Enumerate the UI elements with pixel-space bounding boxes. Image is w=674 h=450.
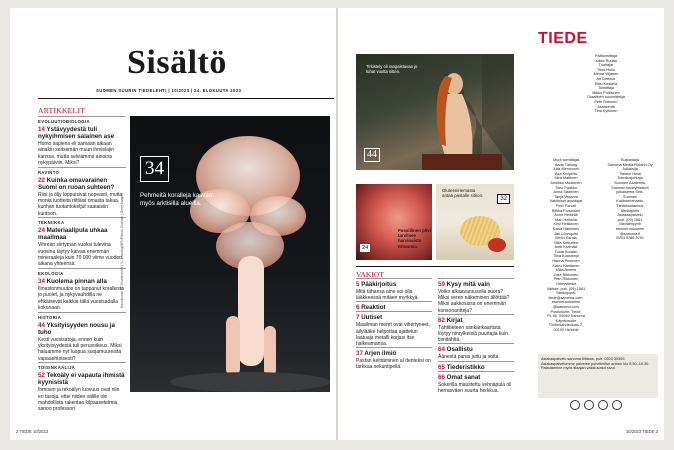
staff-line: Anna Saarinen: [553, 190, 579, 195]
staff-line: Sähköposti:: [556, 291, 576, 296]
staff-line: Asiakaspalvelu: [617, 213, 643, 218]
staff-line: Töölönlahdenkatu 2,: [548, 323, 584, 328]
item-headline: Tiederistikko: [446, 363, 485, 371]
staff-line: Mari Heikkilä: [555, 217, 577, 222]
photo-page-number: 32: [497, 194, 510, 204]
item-teaser: Tähtitieteen sankarikaartista löytyy ninrylkeisiä puurtajia kuin tiimitähtiä.: [438, 324, 509, 344]
article-category: EVOLUUTIOBIOLOGIA: [38, 116, 126, 124]
item-page-number: 6: [356, 304, 360, 312]
article-category: TOISINKÄÄLIJÄ: [38, 362, 126, 370]
article-page-number: 24: [38, 227, 45, 235]
staff-line: Päätoimittaja: [595, 54, 617, 58]
customer-service-box: Asiakaspalvelu sanoma.fi/tilaus, puh. 0303 30300. Asiakaspalvelumme palvelee puhelimitse arkisin klo 8.30–16.30. Palautamme myös tilaajan valokuvatut sivut.: [538, 354, 658, 398]
item-page-number: 7: [356, 314, 360, 322]
staff-line: Tina Kyllönen: [594, 109, 618, 114]
issue-line: SUOMEN SUURIN TIEDELEHTI | 10/2023 | 24. ELOKUUTA 2023: [96, 88, 242, 93]
staff-line: 00100 Helsinki: [553, 327, 579, 332]
article-headline: Tekoäly ei vapauta ihmistä kyynisistä: [38, 372, 125, 387]
staff-line: Julia Mennonen: [552, 167, 580, 172]
article-teaser: Homo sapiens eli samaan aikaan ainakin seitsemän muun ihmislajin kanssa, mutta selviämme ainoina nykypäiviin. Miksi?: [38, 141, 114, 167]
staff-line: Mikko Pulkkinen: [592, 90, 620, 95]
item-teaser: Maailman meret ovat vihertyneet, äilylääke helpottaa ajattelun laatuaja metalli korjasi itse halkeamansa.: [356, 322, 430, 348]
staff-line: Tiedekustannus: [616, 203, 644, 208]
item-teaser: Mitä tahansa aine voi olla lääkkeessä mitäen myrkkyä.: [356, 289, 419, 302]
item-headline: Uutiset: [361, 314, 383, 322]
staff-line: Toimitusjohtaja: [617, 176, 643, 181]
staff-line: Petri Rotonen: [594, 99, 618, 104]
staff-line: etunimi.sukunimi: [615, 226, 645, 231]
article-item[interactable]: [38, 362, 126, 413]
item-page-number: 5: [356, 281, 360, 288]
article-category: RAVINTO: [38, 167, 126, 175]
item-page-number: 65: [438, 363, 445, 371]
article-category: TEKNIIKKA: [38, 217, 126, 225]
article-category: EKOLOGIA: [38, 268, 126, 276]
staff-line: Hanna Pesonen: [552, 259, 580, 264]
staff-line: @sanoma.com: [553, 305, 579, 309]
item-headline: Kysy mitä vain: [446, 281, 490, 288]
staff-line: Graafinen suunnittelija: [587, 95, 625, 100]
article-teaser: Ihmisen ja tekoälyn luovuus ovat niin eri tasoja, ettei niiden välille ole mahdollista rakentaa kilpaasetelmia, sanoo professori.: [38, 387, 120, 413]
staff-line: Aada Tähling: [554, 162, 578, 167]
staff-list-top: [558, 54, 654, 114]
staff-line: Julkaisija: [622, 167, 638, 172]
article-item[interactable]: [38, 167, 126, 218]
staff-line: Suomen Akatemia,: [614, 180, 646, 185]
item-headline: Osallistu: [446, 346, 473, 354]
staff-line: Petri Forsell: [555, 203, 577, 208]
item-headline: Pääkirjoitus: [361, 281, 397, 288]
page-footer: 10/2023 TIEDE 3: [625, 429, 658, 434]
article-headline: Kuinka omavarainen Suomi on ruoan suhteen?: [38, 176, 115, 191]
article-page-number: 44: [38, 321, 45, 329]
vakiot-item[interactable]: [438, 361, 514, 371]
item-teaser: Voiko alkaavaruusolla suora? Miksi veren näkeminen ällöttää? Miksi aakkosissa on enemmän konsonantteja?: [438, 289, 510, 314]
item-headline: Kirjat: [446, 316, 463, 324]
staff-line: Sanoma Media Finland Oy: [607, 162, 653, 167]
photo-credit: Kansikuvat: S. Shutterstock | S. Zwanzig/SPL/Ritzau Scanpix | Getty Images: [120, 193, 124, 308]
vakiot-item[interactable]: [356, 347, 432, 370]
section-label-vakiot: VAKIOT: [356, 270, 384, 279]
item-headline: Reaktiot: [361, 304, 386, 312]
staff-line: Kaleo Kantanen: [552, 263, 580, 268]
tomato-shape: [488, 238, 506, 252]
article-headline: Materiaalipula uhkaa maailmaa: [38, 227, 108, 242]
item-teaser: Äänestä paras juttu ja voita.: [438, 354, 500, 361]
staff-list-right: [600, 158, 660, 241]
staff-line: Käyntiosoite: [555, 318, 577, 323]
staff-line: Mervi Karala: [555, 236, 577, 241]
staff-line: Tuula Koukku: [554, 249, 578, 254]
magazine-logo: TIEDE: [538, 30, 588, 47]
staff-line: Postiosoite: Tiede,: [550, 309, 582, 314]
left-page: [10, 8, 336, 440]
staff-line: Riku Koskela: [594, 81, 618, 86]
page-title: Sisältö: [127, 44, 227, 81]
staff-line: Annikka Mustonen: [550, 180, 582, 185]
staff-line: Assistentti: [597, 104, 615, 109]
coral-photo[interactable]: [130, 116, 330, 392]
item-teaser: Sokerilla maustettu vehnäpula oli herrasväen suurta herkkua.: [438, 381, 512, 394]
painting-caption: Tirkistely oli rangaistavaa jo tuhat vuotta sitten.: [366, 64, 418, 75]
staff-list-left: [538, 158, 594, 333]
staff-line: Anne Heikkilä: [554, 213, 578, 218]
article-item[interactable]: [38, 268, 126, 312]
article-teaser: Vihreän siirtymän vuoksi tulevina vuosina täytyy kaivaa enemmän mineraaleja kuin 70 000 viime vuoden aikana yhteensä.: [38, 242, 122, 268]
staff-line: Riikka Forsström: [551, 208, 581, 213]
staff-line: Kirsi Heikkinen: [553, 222, 579, 227]
article-item[interactable]: [38, 217, 126, 268]
pefc-label-icon: [584, 400, 594, 410]
staff-line: ISSN 0786-5791: [615, 236, 645, 241]
staff-line: Tiainen Heidi: [618, 171, 642, 176]
vakiot-column-1: [356, 278, 432, 371]
staff-line: Yhteystiedot: [555, 282, 577, 287]
divider: [356, 266, 514, 267]
item-page-number: 59: [438, 281, 445, 288]
right-page: [338, 8, 664, 440]
article-page-number: 52: [38, 372, 45, 380]
article-page-number: 34: [38, 277, 45, 285]
staff-line: Jose Rikkonen: [553, 272, 579, 277]
vakiot-item[interactable]: [438, 278, 514, 314]
painting-photo[interactable]: [356, 54, 514, 170]
article-headline: Yksityisyyden nousu ja tuho: [38, 321, 115, 336]
item-headline: Arjen ilmiö: [364, 350, 397, 358]
article-teaser: Kesti vuosisatoja, ennen kuin yksityisyydestä tuli perusoikeus. Miksi haluamme nyt luopua suojamuureista vapaaehtoisesti?: [38, 336, 122, 362]
divider: [38, 98, 334, 99]
article-category: HISTORIA: [38, 312, 126, 320]
staff-line: Vakituiset avustajat: [549, 199, 583, 204]
photo-caption: Pehmeitä koralleja kasvaa myös arktisilla alueilla.: [140, 192, 213, 207]
fsc-label-icon: [612, 400, 622, 410]
staff-line: Mediayhtiö: [620, 208, 640, 213]
staff-line: Art Director: [596, 76, 616, 81]
staff-line: Minna Viljanen: [593, 72, 619, 77]
pasta-caption: Gluteeniriemasta antaa pastalle sitkon.: [442, 188, 484, 199]
article-item[interactable]: [38, 312, 126, 363]
staff-line: Jukka Ruukki: [594, 58, 618, 63]
article-item[interactable]: [38, 116, 126, 167]
staff-line: Aza Kivipelto: [555, 171, 577, 176]
item-page-number: 64: [438, 346, 445, 354]
staff-line: Timo Hullu: [596, 67, 615, 72]
staff-line: Nika Kettunen: [554, 240, 578, 245]
vakiot-item[interactable]: [356, 301, 432, 311]
staff-line: Kulttuurirahasto,: [616, 199, 644, 204]
staff-line: Suomen tiedeyhteisön: [611, 185, 649, 190]
staff-line: puh. (09) 1561: [617, 217, 643, 222]
page-footer: 2 TIEDE 10/2023: [16, 429, 49, 434]
staff-line: Tuottajat: [598, 63, 614, 68]
vakiot-item[interactable]: [438, 371, 514, 394]
certification-seals: [570, 400, 622, 410]
staff-line: Jan Lönnquist: [554, 231, 578, 236]
pasta-photo[interactable]: [436, 184, 514, 260]
photo-page-number: 24: [362, 245, 369, 251]
staff-line: etunimi.sukunimi: [551, 300, 581, 305]
item-page-number: 66: [438, 373, 445, 381]
staff-line: Tiina Kuustenpi: [552, 254, 580, 259]
article-headline: Ystävyydestä tuli nykyihmisen salainen ase: [38, 126, 115, 140]
swan-eco-label-icon: [570, 400, 580, 410]
section-label-articles: ARTIKKELIT: [38, 106, 86, 115]
staff-line: Mira Mattinen: [554, 176, 578, 181]
vakiot-item[interactable]: [438, 314, 514, 344]
vakiot-item[interactable]: [356, 311, 432, 347]
vakiot-item[interactable]: [438, 343, 514, 360]
staff-line: Vaihde: puh. (09) 1561: [546, 286, 586, 291]
staff-line: Antti Kivimäki: [554, 245, 578, 250]
staff-line: Muut toimittajat: [553, 158, 579, 162]
fossil-caption: Fossiilinen pilvi tarvitsee harvinaista trituumia.: [398, 228, 431, 249]
staff-line: Mediamyynti: [619, 222, 641, 227]
item-teaser: Pastan keittäminen al denteksi on tarkkaa sekuntipeliä.: [356, 358, 431, 371]
item-headline: Omat sanat: [446, 373, 481, 381]
article-headline: Kuolema pinnan alla: [46, 277, 107, 285]
vakiot-item[interactable]: [356, 278, 432, 301]
staff-line: Tanja Vasama: [554, 194, 578, 199]
staff-line: Mika Anmes: [555, 268, 577, 273]
staff-line: tiede@sanoma.com,: [548, 295, 584, 300]
staff-line: Kustantaja: [621, 158, 639, 162]
staff-line: Suomen: [622, 194, 638, 199]
article-teaser: Ilmastonmuutos on tappanut korallesta jo puolet, ja nykyvauhdilla ne ehkäisevät kaikkia tällä vuosisadalla kokonaan.: [38, 285, 124, 312]
photo-page-number: 34: [140, 156, 169, 182]
item-page-number: 37: [356, 350, 363, 358]
staff-line: Toimittaja: [597, 86, 615, 91]
article-teaser: Riisi ja öljy loppuisivat nopeasti, mutta monia tuotteita riittäisi omasta takaa, kunhan tuotantoketjut saataisiin kuntoon.: [38, 191, 123, 217]
staff-line: Kaisa Häkkinen: [552, 226, 580, 231]
staff-line: PL 60, 00089 Sanoma: [547, 314, 585, 319]
staff-line: Timo Paakku: [554, 185, 577, 190]
item-page-number: 62: [438, 316, 445, 324]
iso-label-icon: [598, 400, 608, 410]
article-page-number: 14: [38, 126, 45, 133]
staff-line: @sanoma.fi: [619, 231, 641, 236]
vakiot-column-2: [438, 278, 514, 394]
photo-page-number: 44: [364, 148, 380, 162]
article-list: [38, 116, 126, 413]
staff-line: Petri Rikkonen: [553, 277, 579, 282]
article-page-number: 22: [38, 176, 45, 184]
staff-line: julkaisema Siris,: [616, 190, 644, 195]
